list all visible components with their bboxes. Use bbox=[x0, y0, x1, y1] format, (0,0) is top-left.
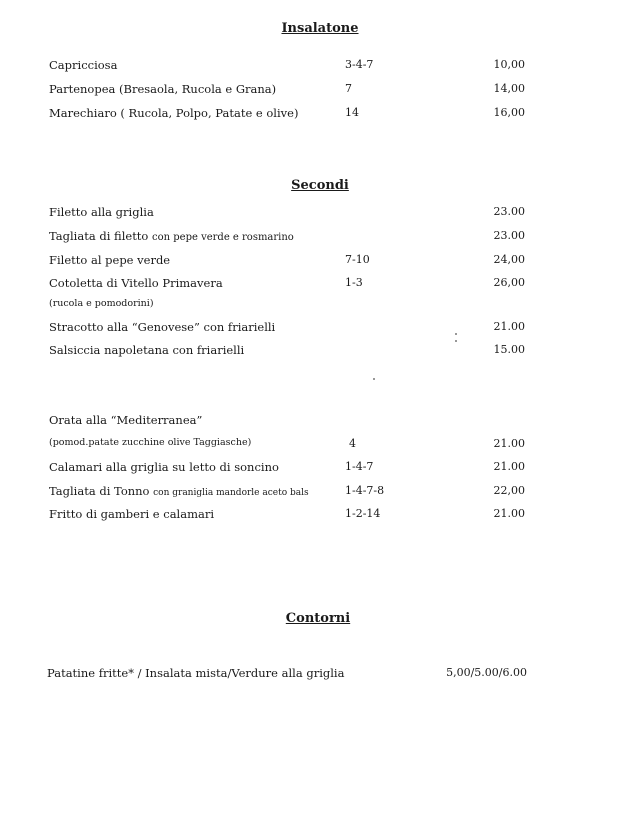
menu-item bbox=[0, 343, 640, 363]
section-title-insalatone: Insalatone bbox=[281, 21, 359, 36]
menu-item bbox=[0, 106, 640, 126]
item-allergens: 1-3 bbox=[345, 276, 363, 289]
menu-item bbox=[0, 82, 640, 102]
item-price: 16,00 bbox=[493, 106, 525, 119]
item-name-extra: con granigliа mandorle aceto bals bbox=[153, 488, 309, 498]
scan-speck bbox=[455, 333, 457, 335]
item-allergens: 1-4-7-8 bbox=[345, 484, 385, 497]
item-price: 26,00 bbox=[493, 276, 525, 289]
item-allergens: 1-4-7 bbox=[345, 460, 374, 473]
item-price: 22,00 bbox=[493, 484, 525, 497]
item-price: 21.00 bbox=[493, 460, 525, 473]
item-price: 21.00 bbox=[493, 437, 525, 450]
scan-speck bbox=[455, 340, 457, 342]
menu-item bbox=[0, 320, 640, 340]
item-price: 21.00 bbox=[493, 507, 525, 520]
item-price: 23.00 bbox=[493, 229, 525, 242]
item-price: 5,00/5.00/6.00 bbox=[446, 666, 527, 679]
menu-item bbox=[0, 58, 640, 78]
item-allergens: 7-10 bbox=[345, 253, 370, 266]
item-name: Capricciosa bbox=[49, 58, 118, 72]
item-name-group bbox=[49, 229, 294, 243]
item-name: Patatine fritte* / Insalata mista/Verdure alla griglia bbox=[47, 666, 345, 680]
item-name: Salsiccia napoletana con friarielli bbox=[49, 343, 245, 357]
item-price: 15.00 bbox=[493, 343, 525, 356]
menu-item bbox=[0, 276, 640, 296]
item-price: 23.00 bbox=[493, 205, 525, 218]
item-name: Tagliata di Tonno bbox=[49, 484, 150, 498]
menu-item bbox=[0, 229, 640, 249]
item-allergens: 4 bbox=[349, 437, 356, 450]
item-price: 24,00 bbox=[493, 253, 525, 266]
menu-item bbox=[0, 413, 640, 433]
item-name: Tagliata di filetto bbox=[49, 229, 149, 243]
item-name-extra: con pepe verde e rosmarino bbox=[152, 232, 294, 243]
item-name: Orata alla “Mediterranea” bbox=[49, 413, 203, 427]
item-note: (rucola e pomodorini) bbox=[49, 298, 154, 309]
item-note: (pomod.patate zucchine olive Taggiasche) bbox=[49, 437, 252, 448]
menu-item bbox=[0, 666, 640, 686]
item-price: 21.00 bbox=[493, 320, 525, 333]
item-name: Filetto al pepe verde bbox=[49, 253, 171, 267]
item-price: 14,00 bbox=[493, 82, 525, 95]
menu-item bbox=[0, 460, 640, 480]
menu-item bbox=[0, 507, 640, 527]
item-name: Stracotto alla “Genovese” con friarielli bbox=[49, 320, 276, 334]
section-title-secondi: Secondi bbox=[291, 178, 349, 193]
item-name: Filetto alla griglia bbox=[49, 205, 154, 219]
item-name: Calamari alla griglia su letto di soncino bbox=[49, 460, 279, 474]
menu-item bbox=[0, 253, 640, 273]
item-allergens: 7 bbox=[345, 82, 352, 95]
item-allergens: 14 bbox=[345, 106, 359, 119]
section-title-contorni: Contorni bbox=[285, 611, 351, 626]
item-name: Partenopea (Bresaola, Rucola e Grana) bbox=[49, 82, 277, 96]
item-allergens: 1-2-14 bbox=[345, 507, 381, 520]
item-price: 10,00 bbox=[493, 58, 525, 71]
scan-speck bbox=[373, 378, 375, 380]
item-allergens: 3-4-7 bbox=[345, 58, 374, 71]
menu-item bbox=[0, 484, 640, 504]
menu-item-note-row bbox=[0, 437, 640, 457]
item-name-group bbox=[49, 484, 309, 498]
item-name: Cotoletta di Vitello Primavera bbox=[49, 276, 223, 290]
item-name: Marechiaro ( Rucola, Polpo, Patate e olive) bbox=[49, 106, 299, 120]
menu-item bbox=[0, 205, 640, 225]
item-name: Fritto di gamberi e calamari bbox=[49, 507, 215, 521]
